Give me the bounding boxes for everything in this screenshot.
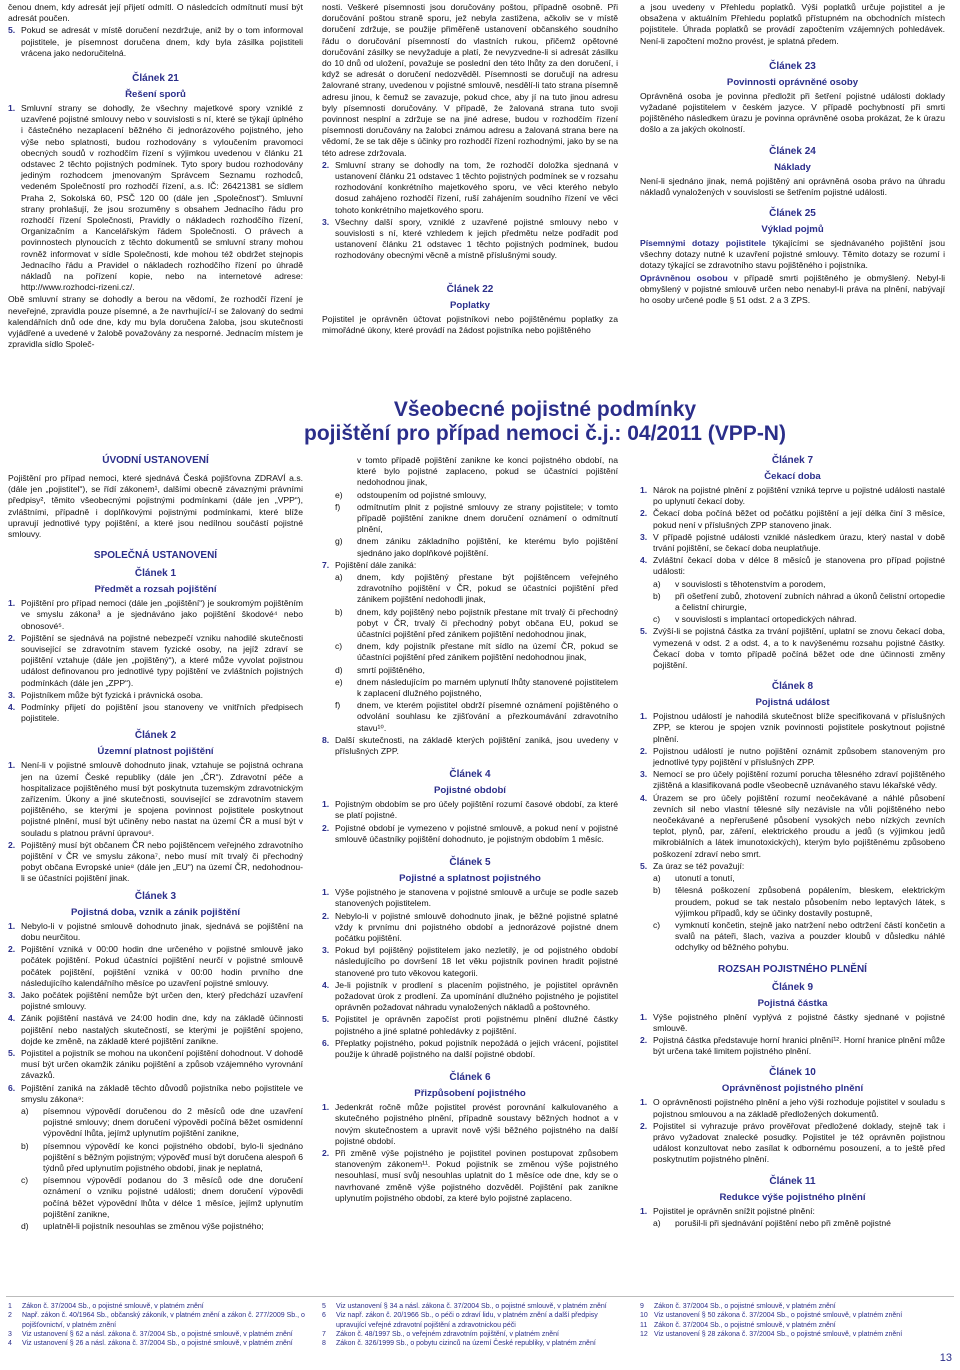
list-item: 2. Smluvní strany se dohodly na tom, že rozhodčí doložka sjednaná v ustanovení článku 21 odstavec 1 těchto pojistných podmínek se v rozsahu rozhodování konkrétního majetkového sporu, ve věci kterého nebylo dosud zahájeno rozhodčí řízení, ruší zahájením soudního řízení ve věci tohoto konkrétního majetkového sporu. bbox=[322, 159, 618, 215]
sublist-text: v souvislosti s implantací ortopedických náhrad. bbox=[675, 614, 857, 625]
list-text: Nemocí se pro účely pojištění rozumí porucha tělesného zdraví pojištěného zjištěná a klasifikovaná podle všeobecně uznávaného stavu lékařské vědy. bbox=[653, 769, 945, 791]
list-number: 3. bbox=[640, 769, 648, 780]
footnote-number: 10 bbox=[640, 1312, 648, 1320]
footnotes-column-2 bbox=[322, 1302, 622, 1348]
article-9-title: Článek 9 bbox=[771, 981, 814, 993]
list-item bbox=[8, 1048, 303, 1082]
sublist-letter: c) bbox=[653, 614, 661, 625]
section-heading-intro: ÚVODNÍ USTANOVENÍ bbox=[102, 455, 209, 466]
list-text: Pojistné období je vymezeno v pojistné smlouvě, a pokud není v pojistné smlouvě účastníky pojištění dohodnuto, je pojistným obdobím 1 měsíc. bbox=[335, 822, 618, 844]
top-column-2 bbox=[322, 2, 618, 337]
article-21-title: Článek 21 bbox=[132, 73, 179, 85]
article-7-list bbox=[640, 485, 945, 578]
sublist-letter: e) bbox=[335, 676, 343, 687]
article-2-title: Článek 2 bbox=[134, 730, 177, 742]
list-number: 4. bbox=[322, 979, 330, 990]
list-number: 4. bbox=[8, 702, 16, 713]
footnote-number: 7 bbox=[322, 1330, 326, 1338]
list-number: 5. bbox=[8, 1047, 16, 1058]
bottom-column-1 bbox=[8, 455, 303, 1233]
list-item bbox=[640, 1121, 945, 1166]
paragraph: nosti. Veškeré písemnosti jsou doručovány poštou, případně osobně. Při doručování poštou straně sporu, jež nebyla zastižena, ačkoliv se v místě doručení zdržuje, se použije přiměřeně ustanovení občanského soudního řádu o doručování písemností do vlastních rukou, přičemž opětovné doručování zásilky se nevyžaduje a platí, že nevyzvedne-li si adresát zásilku do 10 dnů od uložení, považuje se poslední den této lhůty za den doručení, i když se adresát o doručení nedozvěděl. Písemnosti se doručují na adresu žalovrané strany, uvedenou v pojistné smlouvě, nesdělí-li tato strana písemně adresu jinou, k čemuž se zavazuje, pokud chce, aby jí na tuto jinou adresu byly písemnosti doručovány. V případě, že žalovaná strana tuto svoji povinnost nesplní a zdržuje se na jiné adrese, budou v rozhodčím řízení písemnosti doručovány na žalobci známou adresu a žalovaná strana bere na vědomí, že se tak děje s účinky pro rozhodčí řízení rozhodnými, jako by se na této adrese zdržovala. bbox=[322, 2, 618, 158]
sublist-letter: b) bbox=[653, 885, 661, 896]
list-text: Nárok na pojistné plnění z pojištění vzniká teprve u pojistné události nastalé po uplynutí čekací doby. bbox=[653, 485, 945, 507]
sublist-text: písemnou výpovědí ke konci pojistného období, bylo-li sjednáno pojištění s běžným pojistným; výpověď musí být doručena alespoň 6 týdnů před uplynutím pojistného období, jinak je neplatná, bbox=[43, 1140, 303, 1173]
article-4-list bbox=[322, 799, 618, 845]
footnote-number: 2 bbox=[8, 1312, 12, 1320]
list-number: 1. bbox=[640, 485, 648, 495]
top-column-3 bbox=[640, 2, 945, 307]
sublist-text: písemnou výpovědí doručenou do 2 měsíců ode dne uzavření pojistné smlouvy; dnem doručení výpovědi počíná běžet osmidenní výpovědní lhůta, jejímž uplynutím pojištění zanikne, bbox=[43, 1105, 303, 1139]
paragraph: v tomto případě pojištění zanikne ke konci pojistného období, na které bylo pojistné zaplaceno, pokud se účastníci pojištění nedohodnou jinak, bbox=[357, 455, 618, 488]
sublist-text: utonutí a tonutí, bbox=[675, 873, 735, 884]
list-number: 4. bbox=[640, 555, 648, 566]
bottom-column-3 bbox=[640, 455, 945, 1230]
sublist-text: dnem, kdy pojištěný nebo pojistník přestane mít trvalý či přechodný pobyt v ČR, trvalý či přechodný pobyt občana EU, pokud se účastníci pojištění před zánikem pojištění nedohodnou jinak, bbox=[357, 606, 618, 640]
list-item: 7. Pojištění dále zaniká: bbox=[322, 559, 417, 570]
list-number: 5. bbox=[640, 860, 648, 871]
footnote-number: 4 bbox=[8, 1340, 12, 1348]
list-item: 5. Zvýší-li se pojistná částka za trvání pojištění, uplatní se znovu čekací doba, vymezená v odst. 2 a odst. 4, a to k navýšenému rozsahu pojistné částky. Čekací doba v tomto případě počíná běžet ode dne účinnosti změny pojištění. bbox=[640, 626, 945, 671]
sublist-item bbox=[653, 579, 945, 590]
list-text: Pojistnou událostí je nahodilá skutečnost blíže specifikovaná v příslušných ZPP, se kterou je spojen vznik povinnosti pojistitele poskytnout pojistné plnění. bbox=[653, 711, 945, 744]
list-number: 1. bbox=[322, 799, 330, 810]
footnote-number: 9 bbox=[640, 1303, 644, 1310]
article-5-list bbox=[322, 887, 618, 1060]
list-item bbox=[640, 711, 945, 745]
sublist-letter: a) bbox=[653, 873, 661, 884]
sublist-text: dnem následujícím po marném uplynutí lhůty stanovené pojistitelem k zaplacení dlužného pojistného, bbox=[357, 676, 618, 699]
article-4-title: Článek 4 bbox=[449, 769, 491, 781]
sublist-text: písemnou výpovědí podanou do 3 měsíců ode dne doručení oznámení o vzniku pojistné události; dnem doručení výpovědi počíná běžet výpovědní lhůta v délce 1 měsíce, jejímž uplynutím pojištění zanikne, bbox=[43, 1175, 303, 1219]
footnote bbox=[8, 1302, 308, 1311]
sublist-text: dnem zániku základního pojištění, ke kterému bylo pojištění sjednáno jako doplňkové pojištění. bbox=[357, 536, 618, 558]
footnote-number: 1 bbox=[8, 1303, 12, 1310]
sublist-text: uplatněl-li pojistník nesouhlas se změnou výše pojistného; bbox=[43, 1220, 264, 1231]
list-number: 6. bbox=[8, 1082, 16, 1093]
list-item bbox=[640, 555, 945, 577]
article-9-list bbox=[640, 1012, 945, 1058]
sublist-item bbox=[335, 502, 618, 536]
article-10-title: Článek 10 bbox=[769, 1067, 816, 1079]
sublist-item bbox=[335, 677, 618, 699]
article-1-title: Článek 1 bbox=[134, 568, 177, 580]
list-text: Podmínky přijetí do pojištění jsou stanoveny ve vnitřních předpisech pojistitele. bbox=[21, 702, 303, 724]
footnote bbox=[640, 1302, 940, 1311]
sublist-item bbox=[335, 665, 618, 676]
top-column-1 bbox=[8, 2, 303, 351]
footnote bbox=[8, 1311, 308, 1330]
article-22-title: Článek 22 bbox=[446, 283, 494, 295]
list-item bbox=[640, 1012, 945, 1034]
footnote bbox=[322, 1311, 622, 1330]
article-3-subtitle: Pojistná doba, vznik a zánik pojištění bbox=[71, 906, 240, 918]
list-text: Pojistitel je oprávněn snížit pojistné plnění: bbox=[653, 1205, 815, 1216]
footnote bbox=[640, 1311, 940, 1320]
article-10-subtitle: Oprávněnost pojistného plnění bbox=[721, 1083, 864, 1095]
list-item bbox=[322, 799, 618, 821]
list-item bbox=[8, 598, 303, 632]
list-item bbox=[640, 485, 945, 507]
list-number: 2. bbox=[8, 839, 16, 850]
article-10-list bbox=[640, 1097, 945, 1165]
list-number: 2. bbox=[322, 1147, 330, 1158]
list-text: Pojistným obdobím se pro účely pojištění rozumí časové období, za které se platí pojistné. bbox=[335, 799, 618, 821]
list-item bbox=[8, 690, 303, 701]
list-number: 2. bbox=[322, 822, 330, 833]
article-11-title: Článek 11 bbox=[769, 1175, 816, 1187]
article-7-subtitle: Čekací doba bbox=[764, 471, 821, 482]
list-item bbox=[640, 1035, 945, 1057]
list-item bbox=[322, 823, 618, 845]
title-line-1: Všeobecné pojistné podmínky bbox=[393, 398, 697, 421]
list-item bbox=[640, 746, 945, 768]
list-number: 3. bbox=[322, 945, 330, 956]
list-item bbox=[322, 1014, 618, 1036]
title-line-2: pojištění pro případ nemoci č.j.: 04/2011 (VPP-N) bbox=[304, 422, 786, 445]
list-number: 1. bbox=[640, 1011, 648, 1022]
article-7-title: Článek 7 bbox=[771, 455, 814, 466]
article-3-sublist-7 bbox=[322, 572, 618, 734]
article-8-list bbox=[640, 711, 945, 872]
sublist-text: odstoupením od pojistné smlouvy, bbox=[357, 489, 487, 500]
sublist-item bbox=[653, 885, 945, 919]
list-number: 2. bbox=[640, 1034, 648, 1045]
bottom-column-2 bbox=[322, 455, 618, 1205]
list-text: Při změně výše pojistného je pojistitel povinen postupovat způsobem stanoveným zákonem¹¹. Pokud pojistník se změnou výše pojistného nesouhlasí, musí svůj nesouhlas uplatnit do 1 měsíce ode dne, kdy se o navrhované změně výše pojistného dozvěděl. Pojištění pak zanikne uplynutím pojistného období, za které bylo pojistné zaplaceno. bbox=[335, 1147, 618, 1203]
sublist-item bbox=[21, 1221, 303, 1232]
list-item bbox=[640, 508, 945, 530]
list-number: 2. bbox=[8, 944, 16, 955]
footnotes-column-3 bbox=[640, 1302, 940, 1339]
sublist-text: dnem, kdy pojistník přestane mít sídlo na území ČR, pokud se účastníci pojištění před zánikem pojištění nedohodnou jinak, bbox=[357, 641, 618, 663]
list-number: 1. bbox=[322, 1102, 330, 1113]
list-item bbox=[322, 1148, 618, 1204]
list-text: Pojistná částka představuje horní hranici plnění¹². Horní hranice plnění může být určena také limitem pojistného plnění. bbox=[653, 1034, 945, 1057]
article-23-title: Článek 23 bbox=[769, 60, 816, 72]
sublist-text: porušil-li při sjednávání pojištění nebo při změně pojistné bbox=[675, 1217, 891, 1228]
list-number: 4. bbox=[8, 1013, 16, 1024]
sublist-item bbox=[335, 536, 618, 558]
list-text: Jako počátek pojištění nemůže být určen den, který předchází uzavření pojistné smlouvy. bbox=[21, 989, 303, 1012]
list-number: 1. bbox=[322, 887, 330, 898]
list-number: 1. bbox=[8, 598, 16, 609]
sublist-text: smrtí pojištěného, bbox=[357, 664, 425, 675]
list-text: Pojištění pro případ nemoci (dále jen „pojištění“) je soukromým pojištěním ve smyslu zákona³ a je sjednáváno jako pojištění škodové⁴ nebo obnosové⁵. bbox=[21, 598, 303, 631]
footnote-text: Zákon č. 48/1997 Sb., o veřejném zdravotním pojištění, v platném znění bbox=[336, 1330, 559, 1338]
article-22-subtitle: Poplatky bbox=[450, 299, 490, 311]
sublist-letter: d) bbox=[335, 664, 343, 675]
list-text: Není-li v pojistné smlouvě dohodnuto jinak, vztahuje se pojistná ochrana jen na území České republiky (dále jen „ČR“). Zdravotní péče a hospitalizace pojištěného musí být poskytnuta tuzemským zdravotnickým zařízením. Úkony a jiné skutečnosti, související se zdravotním stavem pojištěného, se kterými je spojena povinnost pojistitele poskytnout pojistné plnění, musí být učiněny nebo nastat na území ČR a musí být v souladu s platnou právní úpravou⁶. bbox=[21, 760, 303, 838]
list-text: Pojištění zaniká na základě těchto důvodů pojistníka nebo pojistitele ve smyslu zákona⁹: bbox=[21, 1082, 303, 1104]
sublist-letter: c) bbox=[653, 919, 661, 930]
article-8-sublist bbox=[640, 873, 945, 953]
document-title bbox=[240, 398, 850, 446]
list-item bbox=[322, 911, 618, 945]
sublist-letter: a) bbox=[21, 1105, 29, 1116]
sublist-item bbox=[335, 572, 618, 606]
list-number: 3. bbox=[640, 531, 648, 542]
list-item bbox=[640, 861, 945, 872]
sublist-letter: f) bbox=[335, 501, 341, 512]
list-item bbox=[8, 944, 303, 989]
list-number: 2. bbox=[8, 632, 16, 643]
paragraph: Písemnými dotazy pojistitele týkajícími se sjednávaného pojištění jsou všechny dotazy nutné k uzavření pojistné smlouvy. Těmito dotazy se rozumí i dotazy týkající se zdravotního stavu pojištěného i pojistníka. bbox=[640, 238, 946, 271]
paragraph: Oprávněnou osobou v případě smrti pojištěného je obmyšlený. Nebyl-li obmyšlený v pojistné smlouvě určen nebo nenabyl-li práva na plnění, nabývají ho osoby určené podle § 51 odst. 2 a 3 ZPS. bbox=[640, 272, 946, 306]
list-item: 5. Pokud se adresát v místě doručení nezdržuje, aniž by o tom informoval pojistitele, je písemnost doručena dnem, kdy byla zásilka pojistiteli vrácena jako nedoručitelná. bbox=[8, 25, 303, 58]
sublist-letter: a) bbox=[335, 572, 343, 583]
article-2-list bbox=[8, 760, 303, 884]
footnote-divider bbox=[6, 1296, 954, 1297]
list-text: Výše pojistného je stanovena v pojistné smlouvě a určuje se podle sazeb stanovených pojistitelem. bbox=[335, 887, 618, 909]
article-23-subtitle: Povinnosti oprávněné osoby bbox=[726, 76, 859, 88]
list-text: Pojištěný musí být občanem ČR nebo pojištěncem veřejného zdravotního pojištění v ČR ve smyslu zákona⁷, nebo musí mít trvalý či přechodný pobyt občana Evropské unie⁸ (dále jen „EU“) na území ČR, nedohodnou-li se účastníci pojištění jinak. bbox=[21, 839, 303, 884]
sublist-text: dnem, ve kterém pojistitel obdrží písemné oznámení pojištěného o odvolání souhlasu ke zjišťování a přezkoumávání zdravotního stavu¹⁰. bbox=[357, 700, 618, 733]
sublist-letter: c) bbox=[335, 641, 343, 652]
sublist-item bbox=[653, 920, 945, 954]
sublist-text: vymknutí končetin, stejně jako natržení nebo odtržení částí končetin a svalů na páteři, šlach, vaziva a pouzder kloubů v důsledku náhlé odchylky od běžného pohybu. bbox=[675, 919, 945, 953]
article-1-subtitle: Předmět a rozsah pojištění bbox=[94, 584, 217, 596]
list-number: 3. bbox=[8, 689, 16, 700]
footnote bbox=[322, 1339, 622, 1348]
sublist-letter: b) bbox=[335, 606, 343, 617]
list-number: 1. bbox=[640, 711, 648, 722]
footnote-number: 8 bbox=[322, 1340, 326, 1348]
article-6-title: Článek 6 bbox=[449, 1072, 491, 1084]
list-text: Jedenkrát ročně může pojistitel provést porovnání kalkulovaného a skutečného pojistného plnění, případně soustavy běžných hodnot a v novým skutečnostem a upravit nově výši běžného pojistného na další pojistné období. bbox=[335, 1102, 618, 1146]
article-21-subtitle: Řešení sporů bbox=[125, 89, 186, 101]
footnote-number: 3 bbox=[8, 1330, 12, 1338]
footnote-text: Viz ustanovení § 50 zákona č. 37/2004 Sb., o pojistné smlouvě, v platném znění bbox=[654, 1312, 903, 1320]
footnote-text: Viz ustanovení § 34 a násl. zákona č. 37/2004 Sb., o pojistné smlouvě, v platném znění bbox=[336, 1303, 607, 1310]
list-item: 3. Všechny další spory, vzniklé z uzavřené pojistné smlouvy nebo v souvislosti s ní, které vzhledem k jejich předmětu nelze podřadit pod ustanovení článku 21 odstavec 1 těchto pojistných podmínek, budou rozhodovány obecnými věcně a místně příslušnými soudy. bbox=[322, 216, 618, 261]
article-9-subtitle: Pojistná částka bbox=[757, 997, 828, 1009]
sublist-letter: d) bbox=[21, 1220, 29, 1231]
article-25-subtitle: Výklad pojmů bbox=[761, 224, 824, 236]
list-text: Pojistníkem může být fyzická i právnická osoba. bbox=[21, 689, 203, 700]
footnote-text: Viz např. zákon č. 20/1966 Sb., o péči o zdraví lidu, v platném znění a další předpisy upravující veřejné zdravotní pojištění a zdravotnickou péči bbox=[336, 1312, 598, 1329]
list-item: 8. Další skutečnosti, na základě kterých pojištění zaniká, jsou uvedeny v příslušných ZPP. bbox=[322, 734, 618, 757]
footnote-text: Např. zákon č. 40/1964 Sb., občanský zákoník, v platném znění a zákon č. 277/2009 Sb., o pojišťovnictví, v platném znění bbox=[22, 1312, 305, 1329]
article-5-subtitle: Pojistné a splatnost pojistného bbox=[399, 873, 541, 885]
sublist-item bbox=[653, 591, 945, 613]
sublist-letter: a) bbox=[653, 578, 661, 589]
sublist-letter: a) bbox=[653, 1217, 661, 1228]
list-item bbox=[8, 921, 303, 943]
list-number: 1. bbox=[8, 920, 16, 931]
footnotes-column-1 bbox=[8, 1302, 308, 1348]
sublist-letter: b) bbox=[653, 590, 661, 601]
list-text: Přeplatky pojistného, pokud pojistník nepožádá o jejich vrácení, pojistitel použije k úhradě pojistného na další pojistné období. bbox=[335, 1037, 618, 1059]
section-heading-scope: ROZSAH POJISTNÉHO PLNĚNÍ bbox=[718, 963, 867, 975]
footnote bbox=[322, 1302, 622, 1311]
sublist-letter: e) bbox=[335, 489, 343, 500]
section-heading-common: SPOLEČNÁ USTANOVENÍ bbox=[93, 550, 218, 562]
paragraph: Oprávněná osoba je povinna předložit při šetření pojistné události doklady vyžadané pojistitelem v českém jazyce. V případě pochybností při smrti pojištěného následkem úrazu je povinna oprávněné osoba prokázat, že k úrazu došlo a za jakých okolností. bbox=[640, 90, 945, 135]
article-11-sublist bbox=[640, 1218, 945, 1229]
article-25-title: Článek 25 bbox=[769, 208, 816, 220]
list-text: Výše pojistného plnění vyplývá z pojistné částky sjednané v pojistné smlouvě. bbox=[653, 1011, 945, 1033]
footnote-number: 12 bbox=[640, 1330, 648, 1338]
list-text: V případě pojistné události vzniklé následkem úrazu, který nastal v době trvání pojištění, se čekací doba neuplatňuje. bbox=[653, 531, 945, 554]
sublist-letter: g) bbox=[335, 536, 343, 547]
list-text: Úrazem se pro účely pojištění rozumí neočekávané a náhlé působení zevních sil nebo vlastní tělesné síly nezávisle na vůli pojištěného nebo neočekávané a nepřerušené působení vysokých nebo nízkých zevních teplot, plynů, par, záření, elektrického proudu a jedů (s výjimkou jedů mikrobiálních a látek imunotoxických), kterým bylo pojištěnému způsobeno poškození zdraví nebo smrt. bbox=[653, 792, 945, 859]
sublist-item bbox=[335, 641, 618, 663]
list-text: Nebylo-li v pojistné smlouvě dohodnuto jinak, je běžné pojistné splatné vždy k prvnímu dni pojistného období a jednorázové pojistné dnem počátku pojištění. bbox=[335, 910, 618, 943]
list-number: 3. bbox=[8, 989, 16, 1000]
list-number: 5. bbox=[322, 1014, 330, 1025]
footnote bbox=[640, 1321, 940, 1330]
paragraph: Pojistitel je oprávněn účtovat pojistníkovi nebo pojištěnému poplatky za mimořádné úkony, které provádí na žádost pojistníka nebo pojištěného bbox=[322, 313, 618, 335]
footnote-text: Zákon č. 37/2004 Sb., o pojistné smlouvě, v platném znění bbox=[654, 1303, 836, 1310]
paragraph: Není-li sjednáno jinak, nemá pojištěný ani oprávněná osoba právo na úhradu nákladů vynaložených v souvislosti se šetřením pojistné události. bbox=[640, 175, 945, 197]
list-text: Pojištění se sjednává na pojistné nebezpečí vzniku nahodilé skutečnosti související se zdravotním stavem fyzické osoby, na jejíž zdraví se pojištění vztahuje (dále jen „pojištěný“), a které může vyvolat pojistnou událost definovanou pro jednotlivé typy pojištění ve zvláštních pojistných podmínkách (dále jen „ZPP“). bbox=[21, 632, 303, 688]
list-number: 6. bbox=[322, 1037, 330, 1048]
sublist-text: v souvislosti s těhotenstvím a porodem, bbox=[675, 578, 826, 589]
footnote-text: Zákon č. 326/1999 Sb., o pobytu cizinců na území České republiky, v platném znění bbox=[336, 1340, 596, 1348]
footnote bbox=[8, 1330, 308, 1339]
sublist-item bbox=[335, 490, 618, 501]
list-number: 2. bbox=[322, 910, 330, 921]
list-item bbox=[322, 887, 618, 909]
list-number: 1. bbox=[8, 760, 16, 771]
list-text: O oprávněnosti pojistného plnění a jeho výši rozhoduje pojistitel v souladu s pojistnou smlouvou a na základě předložených dokumentů. bbox=[653, 1097, 945, 1119]
list-item bbox=[322, 980, 618, 1014]
list-text: Nebylo-li v pojistné smlouvě dohodnuto jinak, sjednává se pojištění na dobu neurčitou. bbox=[21, 920, 303, 942]
article-1-list bbox=[8, 598, 303, 724]
list-item bbox=[640, 1097, 945, 1119]
list-number: 4. bbox=[640, 792, 648, 803]
footnote-number: 11 bbox=[640, 1321, 648, 1329]
list-number: 2. bbox=[640, 508, 648, 519]
sublist-letter: b) bbox=[21, 1140, 29, 1151]
list-number: 2. bbox=[640, 1120, 648, 1131]
list-item bbox=[640, 793, 945, 860]
article-6-subtitle: Přizpůsobení pojistného bbox=[414, 1088, 526, 1100]
list-item bbox=[322, 1102, 618, 1147]
list-text: Zánik pojištění nastává ve 24:00 hodin dne, kdy na základě účinnosti pojištění nebo nastalých skutečností, se kterými je pojištění spojeno, dojde ke změně, na základě které pojištění zanikne. bbox=[21, 1013, 303, 1046]
article-3-title: Článek 3 bbox=[134, 890, 177, 902]
list-number: 1. bbox=[640, 1205, 648, 1216]
article-24-title: Článek 24 bbox=[769, 145, 816, 157]
sublist-text: při ošetření zubů, zhotovení zubních náhrad a úkonů čelistní ortopedie a čelistní chirurgie, bbox=[675, 590, 945, 613]
article-3-sublist-cont bbox=[322, 490, 618, 559]
sublist-letter: f) bbox=[335, 700, 341, 711]
footnote-text: Zákon č. 37/2004 Sb., o pojistné smlouvě, v platném znění bbox=[654, 1321, 836, 1329]
footnote bbox=[640, 1330, 940, 1339]
list-item: 1. Smluvní strany se dohodly, že všechny majetkové spory vzniklé z uzavřené pojistné smlouvy nebo v souvislosti s ní, které se týkají úplného i částečného nezaplacení běžného či jednorázového pojistného, jeho výše nebo splatnosti, budou rozhodovány s vyloučením pravomoci obecných soudů v rozhodčím řízení s výjimkou uvedenou v článku 21 odstavec 2 těchto pojistných podmínek. Tyto spory budou rozhodovány jediným rozhodcem jmenovaným Správcem Seznamu rozhodců, vedeném Společností pro rozhodčí řízení, a.s. IČ: 26421381 se sídlem Praha 2, Sokolská 60, PSČ 120 00 (dále jen „Společnost“). Smluvní strany prohlašují, že jsou srozuměny s obsahem Jednacího řádu pro rozhodčí řízení Společnosti, Pravidly o nákladech rozhodčího řízení, Organizačním a Kancelářským řádem Společnosti. O právech a povinnostech plynoucích z těchto dokumentů se smluvní strany mohou rovněž informovat v sídle Společnosti, kde mohou též obdržet stejnopis Jednacího řádu a Pravidel o nákladech rozhodčího řízení po úhradě nákladů na pořízení kopie, nebo na internetové adrese: http://www.rozhodci-rizeni.cz/. bbox=[8, 103, 303, 293]
list-item bbox=[8, 840, 303, 885]
list-text: Pojistitel je oprávněn započíst proti pojistnému plnění dlužné částky pojistného a jiné splatné pohledávky z pojištění. bbox=[335, 1014, 618, 1036]
paragraph: Obě smluvní strany se dohodly a berou na vědomí, že rozhodčí řízení je neveřejné, zpravidla pouze písemné, a že navrhující/-í se žalovaný do sedmi kalendářních dnů ode dne, kdy mu byla doručena žaloba, jsou skutečnosti vyjádřené a uvedené v žalobě považovány za nesporné. Jednacím místem je zpravidla sídlo Společ- bbox=[8, 294, 303, 350]
sublist-item bbox=[335, 607, 618, 641]
list-item bbox=[322, 1038, 618, 1060]
sublist-item bbox=[653, 614, 945, 625]
sublist-item bbox=[335, 700, 618, 734]
list-text: Zvláštní čekací doba v délce 8 měsíců je stanovena pro případ pojistné události: bbox=[653, 555, 945, 577]
list-text: Je-li pojistník v prodlení s placením pojistného, je pojistitel oprávněn požadovat úrok z prodlení. Za upomínání dlužného pojistného je pojistitel oprávněn požadovat náhradu vynaložených nákladů a poštovného. bbox=[335, 979, 618, 1013]
article-3-list bbox=[8, 921, 303, 1105]
list-item bbox=[8, 760, 303, 838]
paragraph: a jsou uvedeny v Přehledu poplatků. Výši poplatků určuje pojistitel a je obsažena v aktuálním Přehledu poplatků přístupném na obchodních místech pojistitele. Úhrada poplatků se provádí započtením vzájemných pohledávek. Není-li započtení možno provést, je splatná předem. bbox=[640, 2, 945, 46]
article-6-list bbox=[322, 1102, 618, 1204]
paragraph: Pojištění pro případ nemoci, které sjednává Česká pojišťovna ZDRAVÍ a.s. (dále jen „pojistitel“), se řídí zákonem¹, dalšími obecně závaznými právními předpisy², těmito všeobecnými pojistnými podmínkami (dále jen „VPP“), zvláštními, případně i doplňkovými pojistnými podmínkami, které blíže upravují jednotlivé typy pojištění, a které jsou nedílnou součástí pojistné smlouvy. bbox=[8, 473, 303, 540]
sublist-item bbox=[653, 873, 945, 884]
list-text: Pojistnou událostí je nutno pojištění oznámit způsobem stanoveným pro jednotlivé typy pojištění v příslušných ZPP. bbox=[653, 745, 945, 768]
list-item bbox=[322, 945, 618, 979]
article-24-subtitle: Náklady bbox=[774, 161, 811, 173]
list-text: Pojistitel a pojistník se mohou na ukončení pojištění dohodnout. V dohodě musí být určen okamžik zániku pojištění a způsob vzájemného vyrovnání závazků. bbox=[21, 1047, 303, 1081]
list-text: Pojištění vzniká v 00:00 hodin dne určeného v pojistné smlouvě jako počátek pojištění. Pokud účastníci pojištění neurčí v pojistné smlouvě počátek pojištění, pojištění vzniká v 00:00 hodin prvního dne následujícího kalendářního měsíce po uzavření pojistné smlouvy. bbox=[21, 944, 303, 988]
list-item bbox=[640, 1206, 945, 1217]
sublist-item bbox=[653, 1218, 945, 1229]
article-7-sublist bbox=[640, 579, 945, 626]
list-number: 2. bbox=[640, 745, 648, 756]
footnote-number: 6 bbox=[322, 1312, 326, 1320]
footnote bbox=[322, 1330, 622, 1339]
sublist-letter: c) bbox=[21, 1175, 29, 1186]
article-11-subtitle: Redukce výše pojistného plnění bbox=[719, 1191, 866, 1203]
article-8-title: Článek 8 bbox=[771, 681, 814, 693]
list-number: 1. bbox=[640, 1097, 648, 1108]
article-4-subtitle: Pojistné období bbox=[434, 785, 506, 797]
sublist-item bbox=[21, 1141, 303, 1175]
list-item bbox=[8, 1013, 303, 1047]
footnote-text: Viz ustanovení § 62 a násl. zákona č. 37/2004 Sb., o pojistné smlouvě, v platném znění bbox=[22, 1330, 293, 1338]
list-item bbox=[8, 1083, 303, 1105]
page-number: 13 bbox=[939, 1352, 952, 1364]
article-11-list bbox=[640, 1206, 945, 1217]
paragraph: čenou dnem, kdy adresát její přijetí odmítl. O následcích odmítnutí musí být adresát poučen. bbox=[8, 2, 303, 24]
sublist-text: odmítnutím plnit z pojistné smlouvy ze strany pojistitele; v tomto případě pojištění zanikne dnem doručení oznámení o odmítnutí plnění, bbox=[357, 501, 618, 535]
footnote bbox=[8, 1339, 308, 1348]
article-5-title: Článek 5 bbox=[449, 857, 491, 869]
list-item bbox=[640, 532, 945, 554]
sublist-text: tělesná poškození způsobená popálením, bleskem, elektrickým proudem, pokud se tak nestalo působením nebo leptavých látek, s výjimkou případů, kdy se účinky dostavily postupně, bbox=[675, 885, 945, 918]
article-8-subtitle: Pojistná událost bbox=[755, 697, 830, 709]
sublist-item bbox=[21, 1175, 303, 1220]
sublist-item bbox=[21, 1106, 303, 1140]
list-item bbox=[8, 702, 303, 724]
article-3-sublist bbox=[8, 1106, 303, 1232]
list-item bbox=[8, 633, 303, 689]
article-2-subtitle: Územní platnost pojištění bbox=[97, 746, 214, 758]
sublist-text: dnem, kdy pojištěný přestane být pojištěncem veřejného zdravotního pojištění v ČR, pokud se účastníci pojištění před zánikem pojištění nedohodli jinak, bbox=[357, 572, 618, 605]
footnote-number: 5 bbox=[322, 1303, 326, 1310]
list-text: Za úraz se též považují: bbox=[653, 860, 745, 871]
list-item bbox=[640, 769, 945, 791]
footnote-text: Viz ustanovení § 28 zákona č. 37/2004 Sb., o pojistné smlouvě, v platném znění bbox=[654, 1330, 903, 1338]
list-item bbox=[8, 990, 303, 1012]
list-text: Čekací doba počíná běžet od počátku pojištění a její délka činí 3 měsíce, pokud není v příslušných ZPP stanoveno jinak. bbox=[653, 508, 945, 530]
footnote-text: Zákon č. 37/2004 Sb., o pojistné smlouvě, v platném znění bbox=[22, 1303, 204, 1310]
footnote-text: Viz ustanovení § 26 a násl. zákona č. 37/2004 Sb., o pojistné smlouvě, v platném znění bbox=[22, 1340, 293, 1348]
list-text: Pokud byl pojištěný pojistitelem jako nezletilý, je od pojistného období následujícího po dovršení 18 let věku pojistník povinen hradit pojistné stanovené pro tuto věkovou kategorii. bbox=[335, 945, 618, 978]
list-text: Pojistitel si vyhrazuje právo prověřovat předložené doklady, stejně tak i právo vyžadovat znalecké posudky. Pojistitel je též oprávněn pojistnou událost konzultovat nebo zasílat k odbornému posouzení, a to ještě před poskytnutím pojistného plnění. bbox=[653, 1120, 945, 1165]
